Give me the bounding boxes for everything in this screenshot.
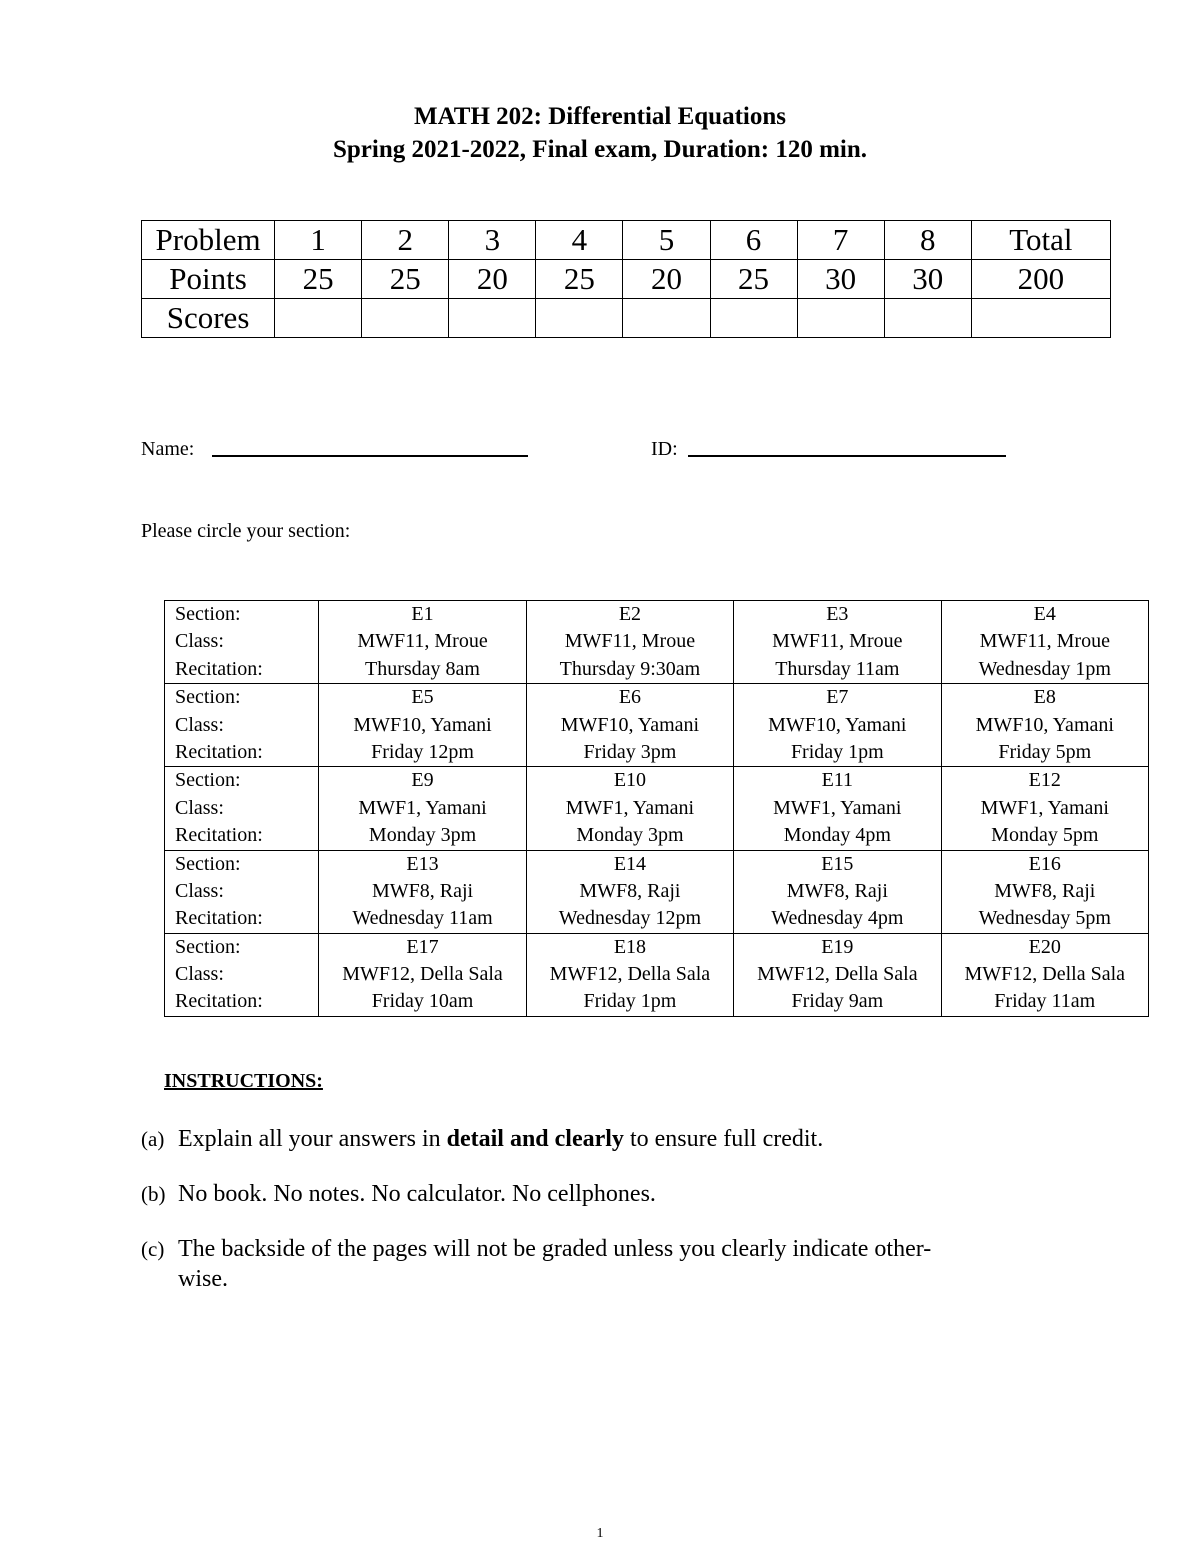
section-row-label: Section: [175,769,241,792]
score-table-row [142,260,1111,299]
score-table-cell: 30 [797,260,884,299]
instruction-b [141,1179,1071,1209]
section-option-e20[interactable] [941,933,1148,1016]
section-table-row [165,601,1149,684]
section-option-e9[interactable] [319,767,526,850]
section-row-label: Recitation: [175,740,263,763]
section-table-body [165,601,1149,1017]
section-section-text: E11 [821,769,854,792]
section-row-label: Section: [175,686,241,709]
score-table-cell: 3 [449,221,536,260]
score-table-cell: 25 [536,260,623,299]
section-recitation-text: Thursday 9:30am [559,657,701,680]
section-recitation-text: Friday 11am [994,990,1096,1013]
score-row-label: Scores [142,299,275,338]
id-field[interactable] [688,455,1006,457]
section-table-row [165,933,1149,1016]
section-option-e6[interactable] [526,684,733,767]
section-recitation-text: Friday 9am [791,990,884,1013]
section-class-text: MWF10, Yamani [560,713,700,736]
section-class-text: MWF8, Raji [371,879,474,902]
section-section-text: E20 [1028,935,1061,958]
score-table-cell: 8 [884,221,971,260]
section-class-text: MWF1, Yamani [773,796,902,819]
score-table-cell: 25 [710,260,797,299]
score-entry-cell[interactable] [275,299,362,338]
section-section-text: E12 [1028,769,1061,792]
section-class-text: MWF1, Yamani [980,796,1109,819]
exam-subtitle: Spring 2021-2022, Final exam, Duration: 120 min. [332,136,868,163]
section-class-text: MWF11, Mroue [564,630,696,653]
section-row-label: Section: [175,852,241,875]
section-recitation-text: Wednesday 1pm [978,657,1111,680]
section-row-label: Recitation: [175,990,263,1013]
section-row-labels [165,933,319,1016]
score-table-cell: 4 [536,221,623,260]
section-row-label: Recitation: [175,657,263,680]
section-section-text: E7 [826,686,849,709]
section-row-label: Class: [175,796,224,819]
section-table-row [165,684,1149,767]
section-class-text: MWF11, Mroue [979,630,1110,653]
section-class-text: MWF1, Yamani [358,796,487,819]
score-entry-cell[interactable] [623,299,710,338]
section-recitation-text: Friday 12pm [371,740,474,763]
score-table-cell: 6 [710,221,797,260]
section-recitation-text: Thursday 11am [775,657,900,680]
instruction-text-bold: detail and clearly [446,1126,624,1152]
section-section-text: E15 [821,852,854,875]
name-field[interactable] [212,455,528,457]
score-entry-cell[interactable] [362,299,449,338]
section-recitation-text: Friday 10am [371,990,474,1013]
section-option-e2[interactable] [526,601,733,684]
score-table-row [142,221,1111,260]
section-row-label: Class: [175,713,224,736]
score-table-body [142,221,1111,338]
instruction-text-continued: wise. [178,1266,228,1292]
section-section-text: E4 [1033,603,1056,625]
section-recitation-text: Wednesday 12pm [558,907,702,930]
section-class-text: MWF12, Della Sala [964,963,1126,986]
section-option-e4[interactable] [941,601,1148,684]
section-row-labels [165,850,319,933]
score-entry-cell[interactable] [971,299,1110,338]
score-table-cell: 25 [275,260,362,299]
section-recitation-text: Wednesday 5pm [978,907,1111,930]
section-option-e7[interactable] [734,684,941,767]
instruction-marker: (a) [141,1127,165,1151]
section-class-text: MWF10, Yamani [768,713,907,736]
score-table-cell: 2 [362,221,449,260]
section-section-text: E9 [411,769,434,792]
instruction-text-pre: Explain all your answers in [178,1126,447,1152]
section-recitation-text: Friday 5pm [998,740,1092,763]
instruction-text-post: to ensure full credit. [623,1126,824,1152]
score-entry-cell[interactable] [710,299,797,338]
instruction-text: No book. No notes. No calculator. No cellphones. [178,1181,656,1207]
section-option-e18[interactable] [526,933,733,1016]
section-section-text: E10 [613,769,647,792]
section-row-label: Recitation: [175,824,263,847]
section-option-e15[interactable] [734,850,941,933]
score-entry-cell[interactable] [449,299,536,338]
section-section-text: E18 [613,935,647,958]
section-row-label: Section: [175,935,241,958]
section-section-text: E16 [1028,852,1061,875]
score-table-cell: 7 [797,221,884,260]
score-table-cell: 25 [362,260,449,299]
score-entry-cell[interactable] [884,299,971,338]
id-label: ID: [651,438,678,460]
section-section-text: E14 [613,852,647,875]
name-label: Name: [141,438,195,460]
section-class-text: MWF11, Mroue [357,630,488,653]
section-table-row [165,767,1149,850]
section-option-e11[interactable] [734,767,941,850]
section-table [164,600,1149,1017]
section-row-labels [165,767,319,850]
section-row-label: Recitation: [175,907,263,930]
section-class-text: MWF8, Raji [786,879,888,902]
instructions-heading: INSTRUCTIONS: [164,1070,323,1092]
circle-section-prompt: Please circle your section: [141,520,351,542]
score-table-cell: 200 [971,260,1110,299]
section-option-e10[interactable] [526,767,733,850]
section-section-text: E6 [618,686,642,709]
section-row-label: Class: [175,963,224,986]
section-recitation-text: Thursday 8am [365,657,480,680]
section-row-label: Class: [175,879,224,902]
score-table-cell: 1 [275,221,362,260]
section-option-e3[interactable] [734,601,941,684]
score-table-cell: Total [971,221,1110,260]
section-option-e8[interactable] [941,684,1148,767]
section-option-e17[interactable] [319,933,526,1016]
section-row-label: Class: [175,630,224,653]
exam-header [0,100,1200,166]
section-recitation-text: Wednesday 4pm [771,907,904,930]
section-option-e19[interactable] [734,933,941,1016]
section-recitation-text: Friday 1pm [790,740,884,763]
section-recitation-text: Monday 3pm [576,824,684,847]
section-section-text: E3 [826,603,849,625]
instruction-c [141,1234,1071,1294]
section-option-e16[interactable] [941,850,1148,933]
score-entry-cell[interactable] [536,299,623,338]
section-section-text: E13 [406,852,439,875]
section-recitation-text: Monday 5pm [991,824,1099,847]
instruction-a [141,1124,1071,1154]
section-class-text: MWF1, Yamani [565,796,695,819]
instruction-marker: (c) [141,1237,165,1261]
section-section-text: E8 [1033,686,1056,709]
instruction-marker: (b) [141,1182,166,1206]
score-row-label: Problem [142,221,275,260]
section-section-text: E5 [411,686,434,709]
section-recitation-text: Friday 1pm [583,990,677,1013]
score-table-cell: 5 [623,221,710,260]
section-option-e12[interactable] [941,767,1148,850]
section-option-e5[interactable] [319,684,526,767]
section-option-e14[interactable] [526,850,733,933]
section-class-text: MWF8, Raji [994,879,1096,902]
score-table-cell: 20 [623,260,710,299]
section-class-text: MWF10, Yamani [975,713,1114,736]
section-section-text: E17 [406,935,439,958]
page-number: 1 [596,1526,604,1541]
section-section-text: E2 [618,603,642,625]
section-row-label: Section: [175,603,241,625]
score-table-cell: 20 [449,260,536,299]
section-section-text: E1 [411,603,434,625]
section-recitation-text: Monday 4pm [783,824,891,847]
section-option-e1[interactable] [319,601,526,684]
section-class-text: MWF10, Yamani [353,713,492,736]
score-table-row [142,299,1111,338]
section-row-labels [165,684,319,767]
section-recitation-text: Wednesday 11am [352,907,493,930]
score-table [141,220,1111,338]
section-recitation-text: Monday 3pm [368,824,477,847]
section-option-e13[interactable] [319,850,526,933]
score-row-label: Points [142,260,275,299]
section-row-labels [165,601,319,684]
section-class-text: MWF12, Della Sala [549,963,711,986]
section-table-row [165,850,1149,933]
exam-title: MATH 202: Differential Equations [414,103,786,130]
section-class-text: MWF8, Raji [579,879,681,902]
score-table-cell: 30 [884,260,971,299]
section-section-text: E19 [821,935,854,958]
score-entry-cell[interactable] [797,299,884,338]
instruction-text: The backside of the pages will not be graded unless you clearly indicate other- [178,1236,932,1262]
section-class-text: MWF12, Della Sala [342,963,503,986]
section-recitation-text: Friday 3pm [583,740,677,763]
section-class-text: MWF12, Della Sala [757,963,918,986]
section-class-text: MWF11, Mroue [772,630,903,653]
